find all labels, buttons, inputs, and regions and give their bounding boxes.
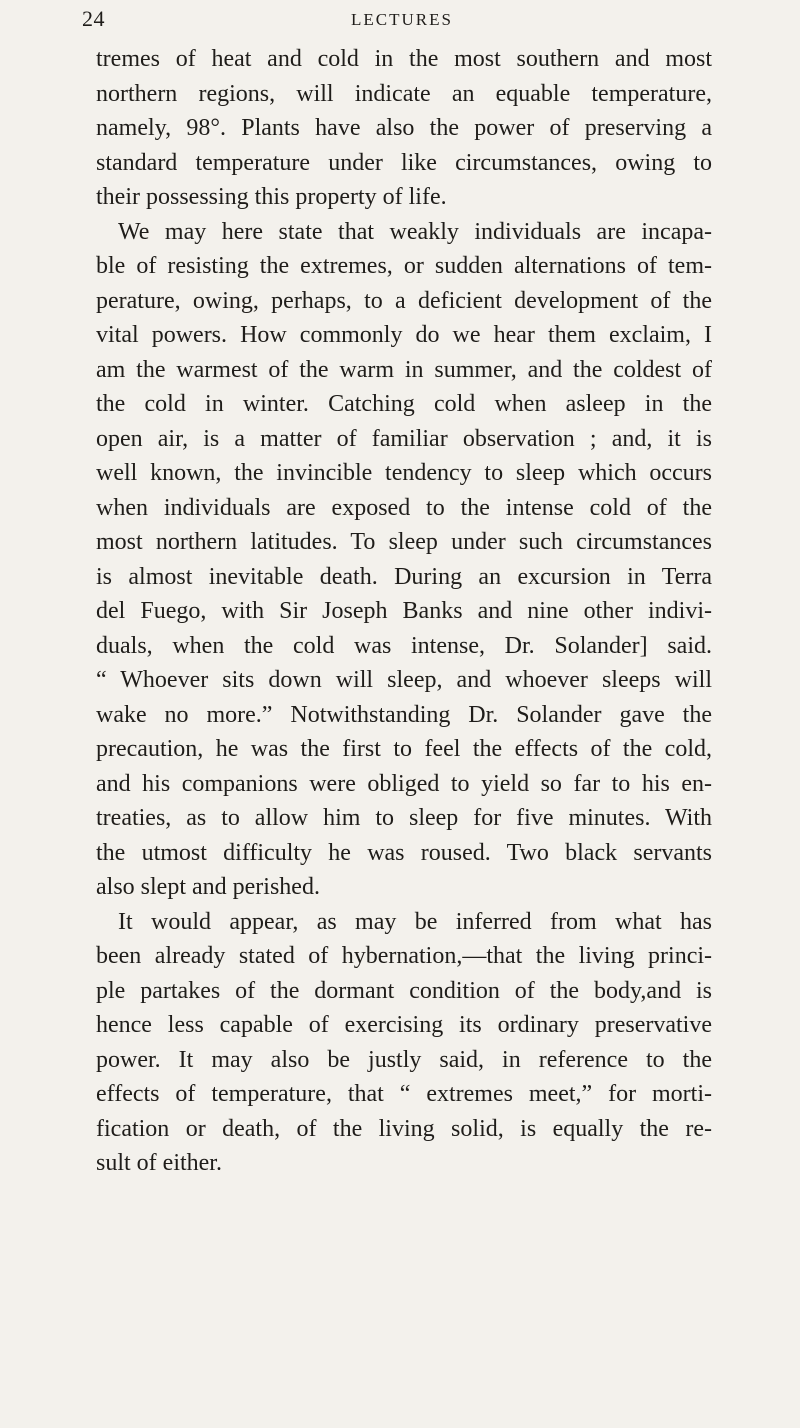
text-line: am the warmest of the warm in summer, and the coldest of [96, 356, 712, 383]
page-header [82, 6, 722, 36]
text-line: the utmost difficulty he was roused. Two black servants [96, 839, 712, 866]
text-line: and his companions were obliged to yield so far to his en- [96, 770, 712, 797]
text-line: northern regions, will indicate an equable temperature, [96, 80, 712, 107]
text-line: power. It may also be justly said, in reference to the [96, 1046, 712, 1073]
text-line: vital powers. How commonly do we hear them exclaim, I [96, 322, 712, 348]
text-line: tremes of heat and cold in the most southern and most [96, 46, 712, 72]
text-line: open air, is a matter of familiar observation ; and, it is [96, 425, 712, 452]
text-line: well known, the invincible tendency to sleep which occurs [96, 460, 712, 486]
text-line: ble of resisting the extremes, or sudden alternations of tem- [96, 253, 712, 279]
text-line: namely, 98°. Plants have also the power of preserving a [96, 115, 712, 141]
text-line: effects of temperature, that “ extremes meet,” for morti- [96, 1081, 712, 1107]
text-line: standard temperature under like circumstances, owing to [96, 149, 712, 176]
body-text [96, 42, 712, 1181]
text-line: It would appear, as may be inferred from what has [118, 908, 712, 935]
text-line: wake no more.” Notwithstanding Dr. Solander gave the [96, 701, 712, 728]
text-line: been already stated of hybernation,—that the living princi- [96, 943, 712, 969]
text-line: most northern latitudes. To sleep under such circumstances [96, 529, 712, 555]
text-line: when individuals are exposed to the intense cold of the [96, 494, 712, 521]
text-line: also slept and perished. [96, 874, 320, 900]
text-line: hence less capable of exercising its ordinary preservative [96, 1012, 712, 1038]
text-line: del Fuego, with Sir Joseph Banks and nine other indivi- [96, 598, 712, 624]
text-line: precaution, he was the first to feel the effects of the cold, [96, 736, 712, 762]
text-line: We may here state that weakly individuals are incapa- [118, 218, 712, 245]
text-line: their possessing this property of life. [96, 184, 447, 210]
text-line: sult of either. [96, 1150, 222, 1176]
text-line: fication or death, of the living solid, is equally the re- [96, 1115, 712, 1142]
text-line: treaties, as to allow him to sleep for five minutes. With [96, 805, 712, 831]
text-line: ple partakes of the dormant condition of the body,and is [96, 977, 712, 1004]
text-line: perature, owing, perhaps, to a deficient development of the [96, 287, 712, 314]
running-head: LECTURES [351, 10, 453, 29]
text-line: the cold in winter. Catching cold when asleep in the [96, 391, 712, 417]
page-number: 24 [82, 6, 105, 31]
text-line: “ Whoever sits down will sleep, and whoever sleeps will [96, 667, 712, 693]
text-line: duals, when the cold was intense, Dr. Solander] said. [96, 632, 712, 659]
text-line: is almost inevitable death. During an excursion in Terra [96, 563, 712, 590]
